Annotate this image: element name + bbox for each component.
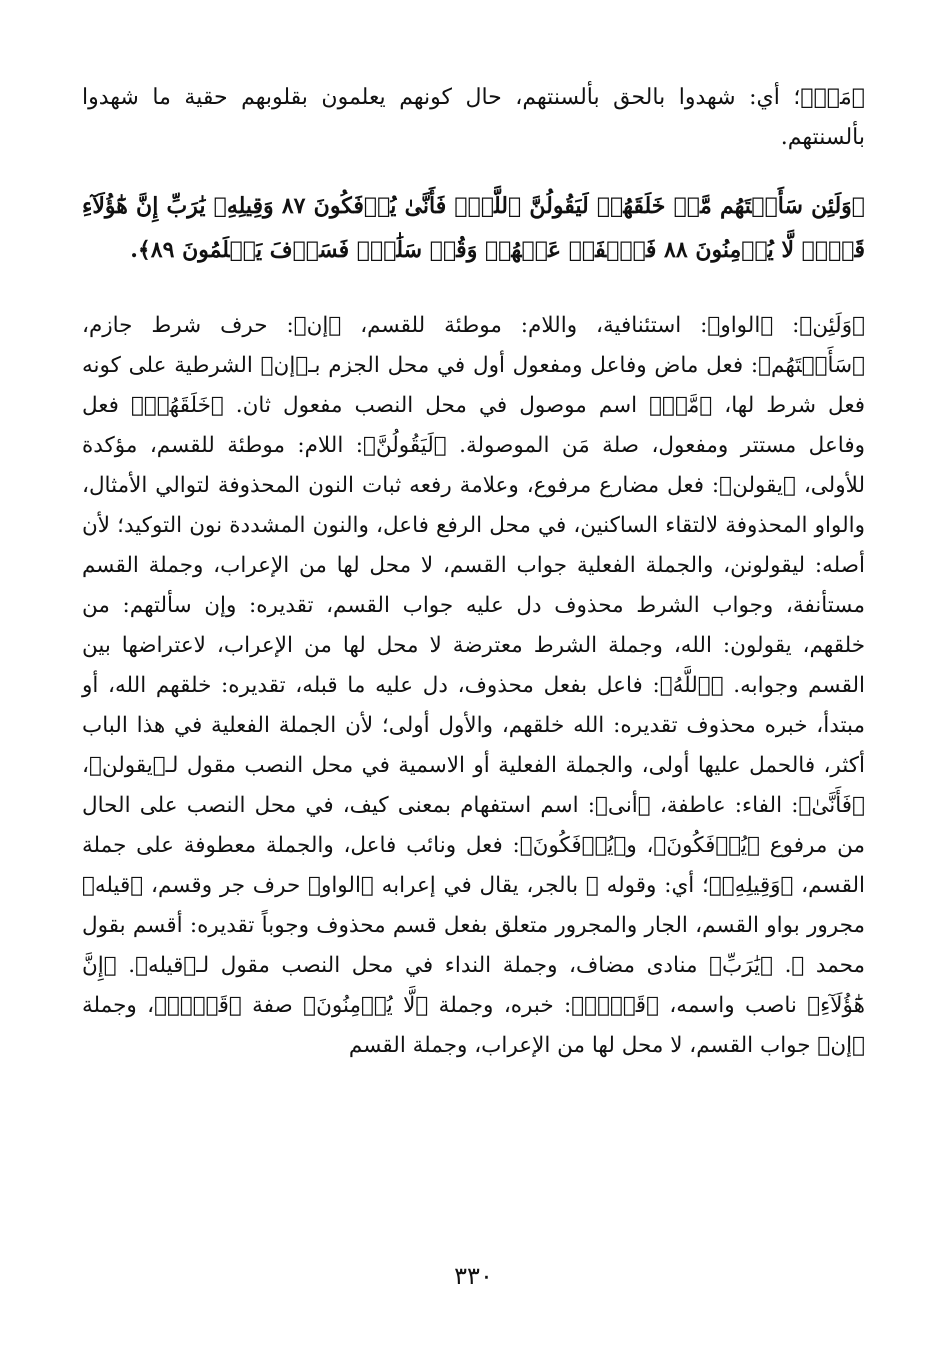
quran-verse: ﴿وَلَئِن سَأَلۡتَهُم مَّنۡ خَلَقَهُمۡ لَيَقُولُنَّ ٱللَّهُۖ فَأَنَّىٰ يُؤۡفَكُونَ ٨٧ وَقِيلِهِۦ يَٰرَبِّ إِنَّ هَٰٓؤُلَآءِ قَوۡمٞ لَّا يُؤۡمِنُونَ ٨٨ فَٱصۡفَحۡ عَنۡهُمۡ وَقُلۡ سَلَٰمٞۚ فَسَوۡفَ يَعۡلَمُونَ ٨٩﴾. (82, 193, 865, 263)
page-number: ٣٣٠ (454, 1262, 493, 1290)
analysis-paragraph: ﴿وَلَئِن﴾: ﴿الواو﴾: استئنافية، واللام: موطئة للقسم، ﴿إن﴾: حرف شرط جازم، ﴿سَأَلۡتَهُم﴾: فعل ماض وفاعل ومفعول أول في محل الجزم بـ﴿إن﴾ الشرطية على كونه فعل شرط لها، ﴿مَّنۡ﴾ اسم موصول في محل النصب مفعول ثان. ﴿خَلَقَهُمۡ﴾ فعل وفاعل مستتر ومفعول، صلة مَن الموصولة. ﴿لَيَقُولُنَّ﴾: اللام: موطئة للقسم، مؤكدة للأولى، ﴿يقولن﴾: فعل مضارع مرفوع، وعلامة رفعه ثبات النون المحذوفة لتوالي الأمثال، والواو المحذوفة لالتقاء الساكنين، في محل الرفع فاعل، والنون المشددة نون التوكيد؛ لأن أصله: ليقولونن، والجملة الفعلية جواب القسم، لا محل لها من الإعراب، وجملة القسم مستأنفة، وجواب الشرط محذوف دل عليه جواب القسم، تقديره: وإن سألتهم: من خلقهم، يقولون: الله، وجملة الشرط معترضة لا محل لها من الإعراب، لاعتراضها بين القسم وجوابه. ﴿ٱللَّهُ﴾: فاعل بفعل محذوف، دل عليه ما قبله، تقديره: خلقهم الله، أو مبتدأ، خبره محذوف تقديره: الله خلقهم، والأول أولى؛ لأن الجملة الفعلية في هذا الباب أكثر، فالحمل عليها أولى، والجملة الفعلية أو الاسمية في محل النصب مقول لـ﴿يقولن﴾، ﴿فَأَنَّىٰ﴾: الفاء: عاطفة، ﴿أنى﴾: اسم استفهام بمعنى كيف، في محل النصب على الحال من مرفوع ﴿يُؤۡفَكُونَ﴾، و﴿يُؤۡفَكُونَ﴾: فعل ونائب فاعل، والجملة معطوفة على جملة القسم، ﴿وَقِيلِهِۦ﴾؛ أي: وقوله ﷺ بالجر، يقال في إعرابه ﴿الواو﴾ حرف جر وقسم، ﴿قيله﴾ مجرور بواو القسم، الجار والمجرور متعلق بفعل قسم محذوف وجوباً تقديره: أقسم بقول محمد ﷺ. ﴿يَٰرَبِّ﴾ منادى مضاف، وجملة النداء في محل النصب مقول لـ﴿قيله﴾. ﴿إِنَّ هَٰٓؤُلَآءِ﴾ ناصب واسمه، ﴿قَوۡمٞ﴾: خبره، وجملة ﴿لَّا يُؤۡمِنُونَ﴾ صفة ﴿قَوۡمٞ﴾، وجملة ﴿إن﴾ جواب القسم، لا محل لها من الإعراب، وجملة القسم (82, 313, 865, 1058)
intro-paragraph: ﴿مَنۡ﴾؛ أي: شهدوا بالحق بألسنتهم، حال كونهم يعلمون بقلوبهم حقية ما شهدوا بألسنتهم. (82, 85, 865, 150)
